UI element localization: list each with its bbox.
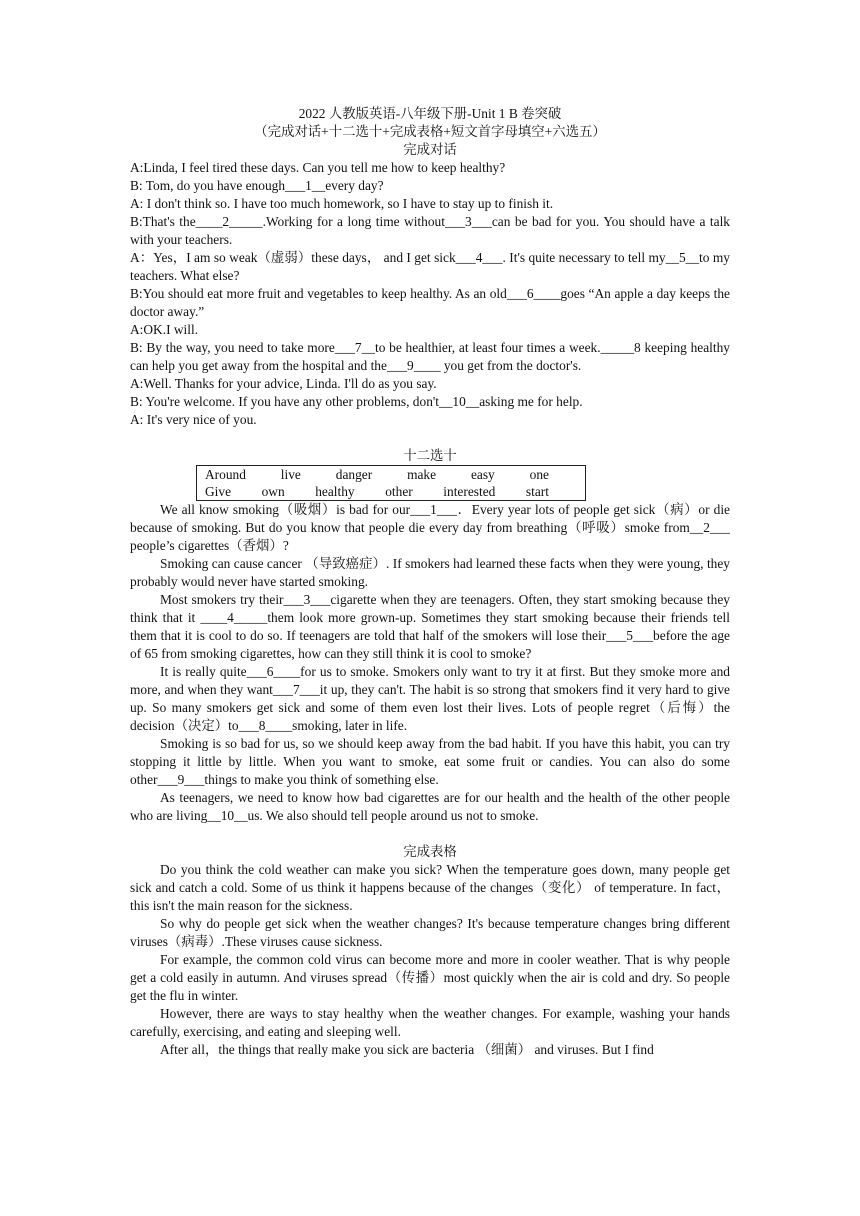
word-option: other (385, 484, 413, 499)
word-option: Give (205, 484, 232, 499)
word-option: one (529, 467, 549, 482)
document-page (130, 105, 730, 1059)
dialogue-line: B:You should eat more fruit and vegetables to keep healthy. As an old___6____goes “An apple a day keeps the doctor away.” (130, 286, 730, 319)
cloze-paragraph: As teenagers, we need to know how bad cigarettes are for our health and the health of the other people who are living__10__us. We also should tell people around us not to smoke. (130, 790, 730, 823)
dialogue-line: B: Tom, do you have enough___1__every day? (130, 178, 384, 193)
word-option: healthy (315, 484, 355, 499)
dialogue-line: B: By the way, you need to take more___7__to be healthier, at least four times a week._____8 keeping healthy can help you get away from the hospital and the___9____ you get from the doctor's. (130, 340, 730, 373)
cloze-paragraph: It is really quite___6____for us to smoke. Smokers only want to try it at first. But they smoke more and more, and when they want___7___it up, they can't. The habit is so strong that smokers find it very hard to give up. So many smokers get sick and some of them even lost their lives. Lots of people regret（后悔）the decision（决定）to___8____smoking, later in life. (130, 664, 730, 733)
dialogue-line: A: It's very nice of you. (130, 412, 257, 427)
cloze-paragraph: Smoking is so bad for us, so we should keep away from the bad habit. If you have this habit, you can try stopping it little by little. When you want to smoke, eat some fruit or candies. You can also do some other___9___things to make you think of something else. (130, 736, 730, 787)
dialogue-line: B:That's the____2_____.Working for a long time without___3___can be bad for you. You should have a talk with your teachers. (130, 214, 730, 247)
dialogue-line: A:Well. Thanks for your advice, Linda. I'll do as you say. (130, 376, 437, 391)
cloze-paragraph: We all know smoking（吸烟）is bad for our___1___．Every year lots of people get sick（病）or die because of smoking. But do you know that people die every day from breathing（呼吸）smoke from__2___ people’s cigarettes（香烟）? (130, 502, 730, 553)
dialogue-line: A: I don't think so. I have too much homework, so I have to stay up to finish it. (130, 196, 554, 211)
word-option: make (407, 467, 437, 482)
dialogue-line: A:Linda, I feel tired these days. Can you tell me how to keep healthy? (130, 160, 506, 175)
word-option: own (261, 484, 285, 499)
reading-paragraph: For example, the common cold virus can become more and more in cooler weather. That is why people get a cold easily in autumn. And viruses spread（传播）most quickly when the air is cold and dry. So people get the flu in winter. (130, 952, 730, 1003)
dialogue-line: A：Yes，I am so weak（虚弱）these days， and I get sick___4___. It's quite necessary to tell my__5__to my teachers. What else? (130, 250, 730, 283)
word-box-row (197, 466, 585, 483)
cloze-paragraph: Smoking can cause cancer （导致癌症）. If smokers had learned these facts when they were young, they probably would never have started smoking. (130, 556, 730, 589)
word-box (196, 465, 586, 501)
word-option: Around (205, 467, 246, 482)
reading-paragraph: So why do people get sick when the weather changes? It's because temperature changes bring different viruses（病毒）.These viruses cause sickness. (130, 916, 730, 949)
section-heading-dialogue: 完成对话 (403, 142, 457, 157)
dialogue-line: A:OK.I will. (130, 322, 199, 337)
document-title: 2022 人教版英语-八年级下册-Unit 1 B 卷突破 (298, 106, 562, 121)
word-option: start (525, 484, 549, 499)
section-heading-table: 完成表格 (403, 844, 457, 859)
reading-paragraph: However, there are ways to stay healthy when the weather changes. For example, washing your hands carefully, exercising, and eating and sleeping well. (130, 1006, 730, 1039)
word-option: interested (443, 484, 496, 499)
dialogue-line: B: You're welcome. If you have any other problems, don't__10__asking me for help. (130, 394, 583, 409)
document-subtitle: （完成对话+十二选十+完成表格+短文首字母填空+六选五） (254, 124, 606, 139)
word-option: live (280, 467, 301, 482)
cloze-paragraph: Most smokers try their___3___cigarette when they are teenagers. Often, they start smoking because they think that it ____4_____them look more grown-up. Sometimes they start smoking because their friends tell them that it is cool to do so. If teenagers are told that half of the smokers will lose their___5___before the age of 65 from smoking cigarettes, how can they still think it is cool to smoke? (130, 592, 730, 661)
word-option: easy (470, 467, 495, 482)
reading-paragraph: After all，the things that really make you sick are bacteria （细菌） and viruses. But I find (160, 1042, 654, 1057)
reading-paragraph: Do you think the cold weather can make you sick? When the temperature goes down, many people get sick and catch a cold. Some of us think it happens because of the changes（变化） of temperature. In fact， this isn't the main reason for the sickness. (130, 862, 730, 913)
word-box-row (197, 483, 585, 500)
section-heading-cloze: 十二选十 (403, 448, 457, 463)
word-option: danger (335, 467, 373, 482)
